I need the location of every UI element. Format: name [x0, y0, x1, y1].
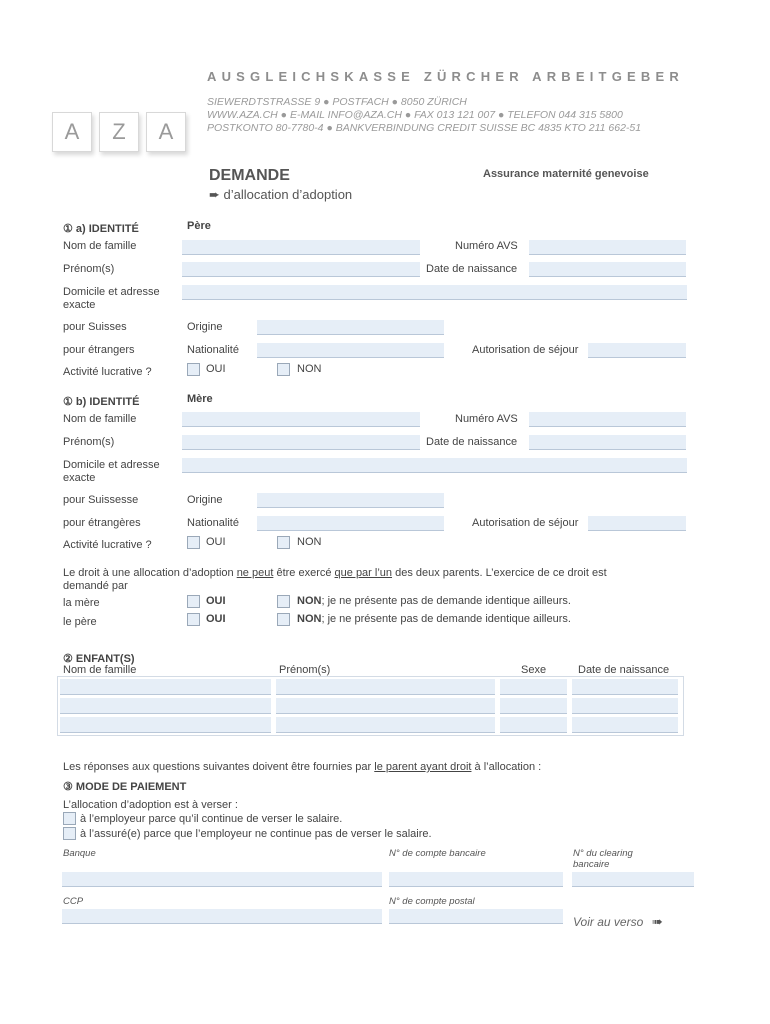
right-mother-label: la mère	[63, 597, 100, 609]
mother-origin-label: Origine	[187, 494, 223, 506]
father-origin-field[interactable]	[257, 320, 444, 335]
mother-activity-yes-checkbox[interactable]	[187, 536, 200, 549]
payment-section-title: ③ MODE DE PAIEMENT	[63, 781, 187, 793]
children-section-title: ② ENFANT(S)	[63, 653, 135, 665]
right-father-yes-checkbox[interactable]	[187, 613, 200, 626]
logo-letter-2: Z	[99, 112, 139, 152]
right-mother-no-label: NON; je ne présente pas de demande identique ailleurs.	[297, 595, 571, 607]
father-address-label-1: Domicile et adresse	[63, 286, 160, 298]
ccp-label: CCP	[63, 896, 84, 907]
payment-intro: Les réponses aux questions suivantes doivent être fournies par le parent ayant droit à l’allocation :	[63, 761, 542, 773]
children-col-birthdate: Date de naissance	[578, 664, 670, 676]
children-col-lastname: Nom de famille	[63, 664, 137, 676]
bank-field[interactable]	[62, 872, 382, 887]
payment-insured-label: à l’assuré(e) parce que l’employeur ne continue pas de verser le salaire.	[80, 828, 432, 840]
payment-lead: L’allocation d’adoption est à verser :	[63, 799, 238, 811]
mother-address-label-2: exacte	[63, 472, 96, 484]
child-1-firstname-field[interactable]	[276, 679, 495, 695]
org-name: AUSGLEICHSKASSE ZÜRCHER ARBEITGEBER	[207, 69, 684, 84]
right-paragraph-2: demandé par	[63, 580, 128, 592]
child-2-lastname-field[interactable]	[60, 698, 271, 714]
father-permit-field[interactable]	[588, 343, 686, 358]
right-paragraph-1: Le droit à une allocation d’adoption ne peut être exercé que par l’un des deux parents. L’exercice de ce droit est	[63, 567, 607, 579]
mother-label: Mère	[187, 393, 213, 405]
mother-activity-yes-label: OUI	[206, 536, 226, 548]
mother-address-label-1: Domicile et adresse	[63, 459, 160, 471]
child-1-birthdate-field[interactable]	[572, 679, 678, 695]
child-3-lastname-field[interactable]	[60, 717, 271, 733]
father-avs-label: Numéro AVS	[455, 240, 518, 252]
mother-nationality-field[interactable]	[257, 516, 444, 531]
payment-employer-label: à l’employeur parce qu’il continue de verser le salaire.	[80, 813, 343, 825]
bank-account-label: N° de compte bancaire	[389, 848, 486, 859]
doc-subtitle: ➨ d’allocation d’adoption	[209, 187, 353, 202]
address-line-2: WWW.AZA.CH ● E-MAIL INFO@AZA.CH ● FAX 013 121 007 ● TELEFON 044 315 5800	[207, 109, 623, 121]
right-father-yes-label: OUI	[206, 613, 226, 625]
postal-account-label: N° de compte postal	[389, 896, 475, 907]
child-2-sex-field[interactable]	[500, 698, 567, 714]
mother-nationality-label: Nationalité	[187, 517, 239, 529]
father-address-label-2: exacte	[63, 299, 96, 311]
postal-account-field[interactable]	[389, 909, 563, 924]
right-mother-yes-label: OUI	[206, 595, 226, 607]
father-nationality-field[interactable]	[257, 343, 444, 358]
address-line-3: POSTKONTO 80-7780-4 ● BANKVERBINDUNG CREDIT SUISSE BC 4835 KTO 211 662-51	[207, 122, 642, 134]
mother-lastname-label: Nom de famille	[63, 413, 137, 425]
right-father-no-checkbox[interactable]	[277, 613, 290, 626]
mother-permit-field[interactable]	[588, 516, 686, 531]
right-father-label: le père	[63, 616, 97, 628]
mother-activity-no-checkbox[interactable]	[277, 536, 290, 549]
right-mother-no-checkbox[interactable]	[277, 595, 290, 608]
mother-birthdate-label: Date de naissance	[426, 436, 518, 448]
father-foreign-label: pour étrangers	[63, 344, 135, 356]
address-line-1: SIEWERDTSTRASSE 9 ● POSTFACH ● 8050 ZÜRICH	[207, 96, 467, 108]
clearing-field[interactable]	[572, 872, 694, 887]
mother-avs-label: Numéro AVS	[455, 413, 518, 425]
mother-birthdate-field[interactable]	[529, 435, 686, 450]
insurance-label: Assurance maternité genevoise	[483, 168, 649, 180]
father-activity-no-label: NON	[297, 363, 322, 375]
child-2-firstname-field[interactable]	[276, 698, 495, 714]
father-label: Père	[187, 220, 211, 232]
right-mother-yes-checkbox[interactable]	[187, 595, 200, 608]
father-address-field[interactable]	[182, 285, 687, 300]
mother-swiss-label: pour Suissesse	[63, 494, 139, 506]
child-3-firstname-field[interactable]	[276, 717, 495, 733]
child-1-sex-field[interactable]	[500, 679, 567, 695]
mother-activity-label: Activité lucrative ?	[63, 539, 152, 551]
mother-section-title: ① b) IDENTITÉ	[63, 396, 140, 408]
mother-firstname-field[interactable]	[182, 435, 420, 450]
father-firstname-label: Prénom(s)	[63, 263, 115, 275]
father-birthdate-field[interactable]	[529, 262, 686, 277]
double-arrow-icon: ➠	[652, 914, 663, 929]
right-father-no-label: NON; je ne présente pas de demande identique ailleurs.	[297, 613, 571, 625]
bank-account-field[interactable]	[389, 872, 563, 887]
logo-letter-1: A	[52, 112, 92, 152]
child-2-birthdate-field[interactable]	[572, 698, 678, 714]
father-firstname-field[interactable]	[182, 262, 420, 277]
father-section-title: ① a) IDENTITÉ	[63, 223, 139, 235]
mother-activity-no-label: NON	[297, 536, 322, 548]
mother-lastname-field[interactable]	[182, 412, 420, 427]
clearing-label-1: N° du clearing	[573, 848, 633, 859]
mother-address-field[interactable]	[182, 458, 687, 473]
father-lastname-label: Nom de famille	[63, 240, 137, 252]
father-swiss-label: pour Suisses	[63, 321, 127, 333]
clearing-label-2: bancaire	[573, 859, 610, 870]
mother-origin-field[interactable]	[257, 493, 444, 508]
mother-foreign-label: pour étrangères	[63, 517, 141, 529]
children-col-sex: Sexe	[521, 664, 547, 676]
father-avs-field[interactable]	[529, 240, 686, 255]
children-col-firstname: Prénom(s)	[279, 664, 331, 676]
father-birthdate-label: Date de naissance	[426, 263, 518, 275]
see-verso-label: Voir au verso	[573, 915, 644, 929]
bank-label: Banque	[63, 848, 96, 859]
child-3-sex-field[interactable]	[500, 717, 567, 733]
child-3-birthdate-field[interactable]	[572, 717, 678, 733]
mother-firstname-label: Prénom(s)	[63, 436, 115, 448]
father-activity-label: Activité lucrative ?	[63, 366, 152, 378]
child-1-lastname-field[interactable]	[60, 679, 271, 695]
father-permit-label: Autorisation de séjour	[472, 344, 579, 356]
payment-insured-checkbox[interactable]	[63, 827, 76, 840]
father-nationality-label: Nationalité	[187, 344, 239, 356]
father-origin-label: Origine	[187, 321, 223, 333]
father-activity-yes-checkbox[interactable]	[187, 363, 200, 376]
doc-title: DEMANDE	[209, 167, 290, 184]
mother-avs-field[interactable]	[529, 412, 686, 427]
father-activity-no-checkbox[interactable]	[277, 363, 290, 376]
father-lastname-field[interactable]	[182, 240, 420, 255]
ccp-field[interactable]	[62, 909, 382, 924]
payment-employer-checkbox[interactable]	[63, 812, 76, 825]
father-activity-yes-label: OUI	[206, 363, 226, 375]
mother-permit-label: Autorisation de séjour	[472, 517, 579, 529]
logo-letter-3: A	[146, 112, 186, 152]
